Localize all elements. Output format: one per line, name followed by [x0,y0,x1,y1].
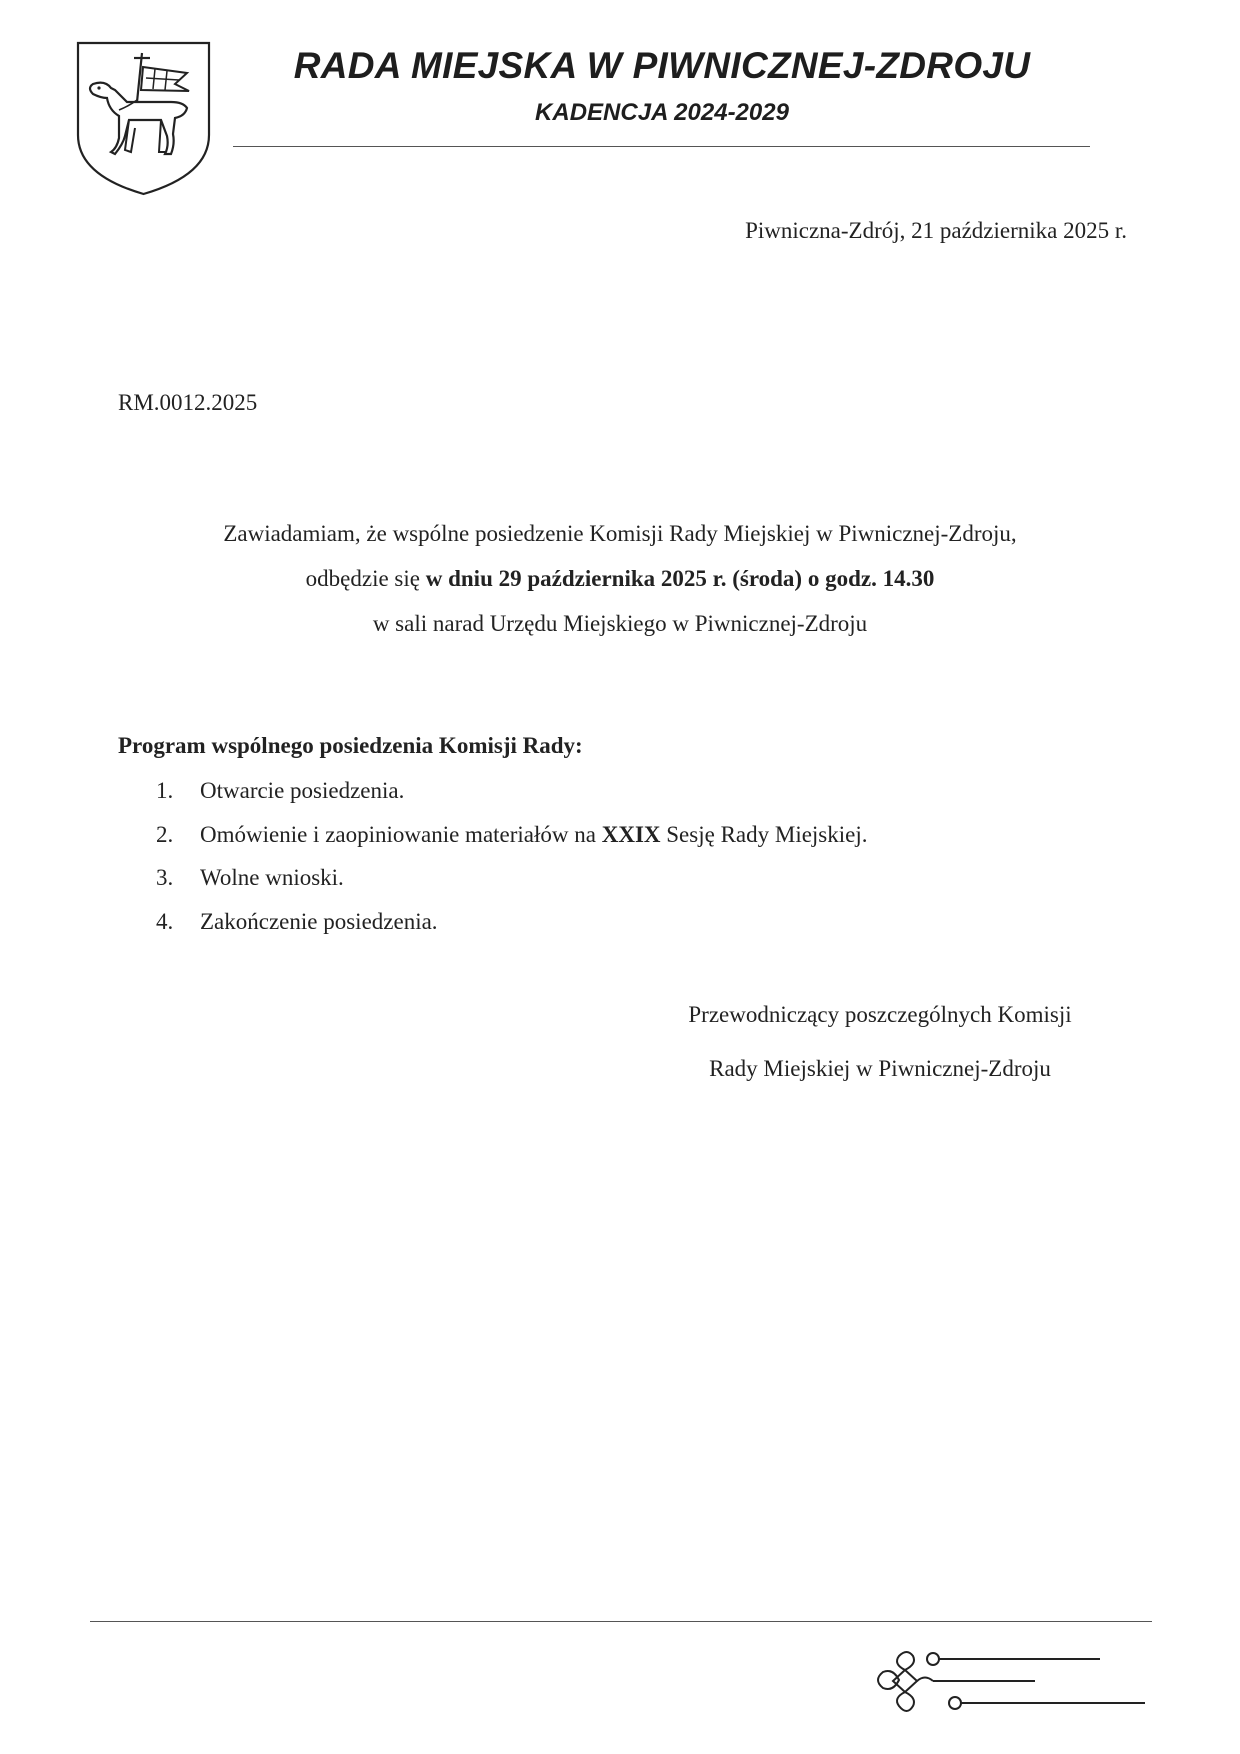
agenda-item-text-end: Sesję Rady Miejskiej. [660,821,868,847]
knot-ornament-icon [855,1640,1155,1725]
reference-number: RM.0012.2025 [118,390,258,415]
agenda-list [150,775,868,949]
footer-divider [90,1621,1152,1622]
meeting-notice [90,511,1150,646]
agenda-item-text: Omówienie i zaopiniowanie materiałów na [200,821,602,847]
notice-line-2-text: odbędzie się [305,566,426,591]
date-line: Piwniczna-Zdrój, 21 października 2025 r. [745,218,1127,243]
agenda-item [150,862,868,906]
agenda-item [150,775,868,819]
agenda-item [150,819,868,863]
notice-line-3: w sali narad Urzędu Miejskiego w Piwnicznej-Zdroju [372,611,868,636]
agenda-item-text: Zakończenie posiedzenia. [200,908,438,934]
agenda-item-text: Otwarcie posiedzenia. [200,778,405,803]
notice-line-2 [90,556,1150,601]
meeting-datetime: w dniu 29 października 2025 r. (środa) o godz. 14.30 [425,566,935,591]
program-title: Program wspólnego posiedzenia Komisji Rady: [118,733,583,758]
agenda-item-number: 2. [156,821,174,847]
coat-of-arms-icon [75,40,212,197]
agenda-item [150,906,868,950]
agenda-item-number: 1. [156,778,174,803]
council-title: RADA MIEJSKA W PIWNICZNEJ-ZDROJU [293,45,1031,86]
agenda-item-text: Wolne wnioski. [200,865,344,890]
header-divider [233,146,1090,147]
agenda-item-number: 3. [156,865,174,890]
signature-line-1: Przewodniczący poszczególnych Komisji [688,1002,1072,1027]
agenda-item-number: 4. [156,908,174,934]
signature-block [650,988,1110,1096]
notice-line-1: Zawiadamiam, że wspólne posiedzenie Komisji Rady Miejskiej w Piwnicznej-Zdroju, [223,521,1017,546]
term-subtitle: KADENCJA 2024-2029 [535,99,789,126]
signature-line-2: Rady Miejskiej w Piwnicznej-Zdroju [709,1056,1051,1081]
session-number: XXIX [601,821,661,847]
